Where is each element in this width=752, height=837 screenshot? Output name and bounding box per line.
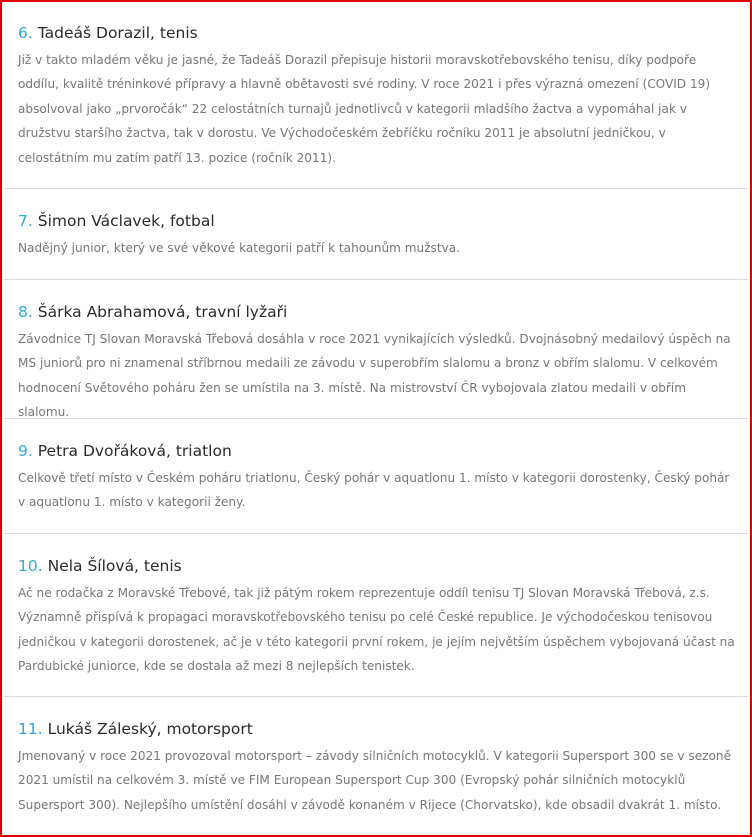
list-item — [4, 441, 748, 534]
list-item — [4, 556, 748, 697]
entry-description: Ač ne rodačka z Moravské Třebové, tak již pátým rokem reprezentuje oddíl tenisu TJ Slovan Moravská Třebová, z.s. Významně přispívá k propagaci moravskotřebovského tenisu po celé České republice. Je východočeskou tenisovou jedničkou v kategorii dorostenek, ač je v této kategorii první rokem, je jejím největším úspěchem vybojovaná účast na Pardubické juniorce, kde se dostala až mezi 8 nejlepších tenistek. — [18, 586, 735, 674]
entry-number: 6. — [18, 24, 33, 42]
entry-description: Již v takto mladém věku je jasné, že Tadeáš Dorazil přepisuje historii moravskotřebovského tenisu, díky podpoře oddílu, kvalitě tréninkové přípravy a hlavně obětavosti své rodiny. V roce 2021 i přes výrazná omezení (COVID 19) absolvoval jako „prvoročák“ 22 celostátních turnajů jednotlivců v kategorii mladšího žactva a vypomáhal jak v družstvu staršího žactva, tak v dorostu. Ve Východočeském žebříčku ročníku 2011 je absolutní jedničkou, v celostátním mu zatím patří 13. pozice (ročník 2011). — [18, 53, 711, 165]
entry-description: Celkově třetí místo v Českém poháru triatlonu, Český pohár v aquatlonu 1. místo v kategorii dorostenky, Český pohár v aquatlonu 1. místo v kategorii ženy. — [18, 471, 730, 510]
entry-name: Nela Šílová, tenis — [47, 557, 182, 575]
list-item — [4, 302, 748, 419]
entry-name: Lukáš Záleský, motorsport — [47, 720, 253, 738]
list-item — [4, 211, 748, 280]
entry-title — [18, 23, 736, 43]
list-item — [4, 719, 748, 829]
entry-description: Jmenovaný v roce 2021 provozoval motorsport – závody silničních motocyklů. V kategorii Supersport 300 se v sezoně 2021 umístil na celkovém 3. místě ve FIM European Supersport Cup 300 (Evropský pohár silničních motocyklů Supersport 300). Nejlepšího umístění dosáhl v závodě konaném v Rijece (Chorvatsko), kde obsadil dvakrát 1. místo. — [18, 749, 732, 812]
entry-number: 8. — [18, 303, 33, 321]
entry-title — [18, 556, 736, 576]
entry-name: Tadeáš Dorazil, tenis — [37, 24, 198, 42]
entry-number: 7. — [18, 212, 33, 230]
entry-name: Petra Dvořáková, triatlon — [37, 442, 232, 460]
entry-number: 10. — [18, 557, 43, 575]
entry-title — [18, 211, 736, 231]
entry-title — [18, 719, 736, 739]
entry-title — [18, 302, 736, 322]
entry-number: 11. — [18, 720, 43, 738]
entry-name: Šimon Václavek, fotbal — [37, 212, 215, 230]
entry-number: 9. — [18, 442, 33, 460]
entry-title — [18, 441, 736, 461]
list-item — [4, 23, 748, 189]
entry-description: Závodnice TJ Slovan Moravská Třebová dosáhla v roce 2021 vynikajících výsledků. Dvojnásobný medailový úspěch na MS juniorů pro ni znamenal stříbrnou medaili ze závodu v superobřím slalomu a bronz v obřím slalomu. V celkovém hodnocení Světového poháru žen se umístila na 3. místě. Na mistrovství ČR vybojovala zlatou medaili v obřím slalomu. — [18, 332, 731, 420]
entry-name: Šárka Abrahamová, travní lyžaři — [37, 303, 288, 321]
entry-description: Nadějný junior, který ve své věkové kategorii patří k tahounům mužstva. — [18, 241, 461, 255]
